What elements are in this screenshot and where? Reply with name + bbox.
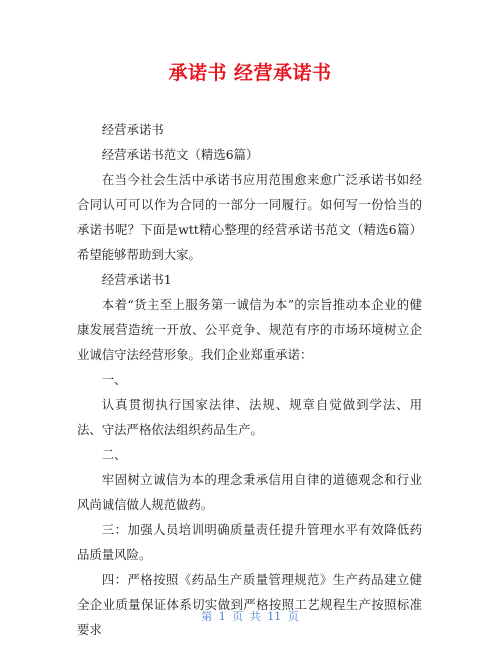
paragraph-item-1-label: 一、	[101, 372, 127, 387]
paragraph-intro: 在当今社会生活中承诺书应用范围愈来愈广泛承诺书如经合同认可可以作为合同的一部分一同履行。如何写一份恰当的承诺书呢？下面是wtt精心整理的经营承诺书范文（精选6篇）希望能够帮助到大家。	[77, 172, 422, 262]
paragraph-item-2-label: 二、	[101, 447, 127, 462]
paragraph-section-title: 经营承诺书1	[101, 272, 172, 287]
page-number-footer: 第 1 页 共 11 页	[201, 610, 299, 623]
paragraph-item-2: 牢固树立诚信为本的理念秉承信用自律的道德观念和行业风尚诚信做人规范做药。	[77, 472, 422, 512]
paragraph-item-1: 认真贯彻执行国家法律、法规、规章自觉做到学法、用法、守法严格依法组织药品生产。	[77, 397, 422, 437]
paragraph-heading: 经营承诺书	[101, 122, 164, 137]
paragraph-item-3: 三：加强人员培训明确质量责任提升管理水平有效降低药品质量风险。	[77, 522, 422, 562]
document-title: 承诺书 经营承诺书	[168, 62, 332, 84]
paragraph-purpose: 本着“货主至上服务第一诚信为本”的宗旨推动本企业的健康发展营造统一开放、公平竞争、规范有序的市场环境树立企业诚信守法经营形象。我们企业郑重承诺：	[77, 297, 422, 362]
paragraph-subtitle: 经营承诺书范文（精选6篇）	[101, 147, 259, 162]
paragraph-item-4: 四：严格按照《药品生产质量管理规范》生产药品建立健全企业质量保证体系切实做到严格按照工艺规程生产按照标准要求	[77, 572, 422, 637]
document-body	[77, 117, 422, 642]
